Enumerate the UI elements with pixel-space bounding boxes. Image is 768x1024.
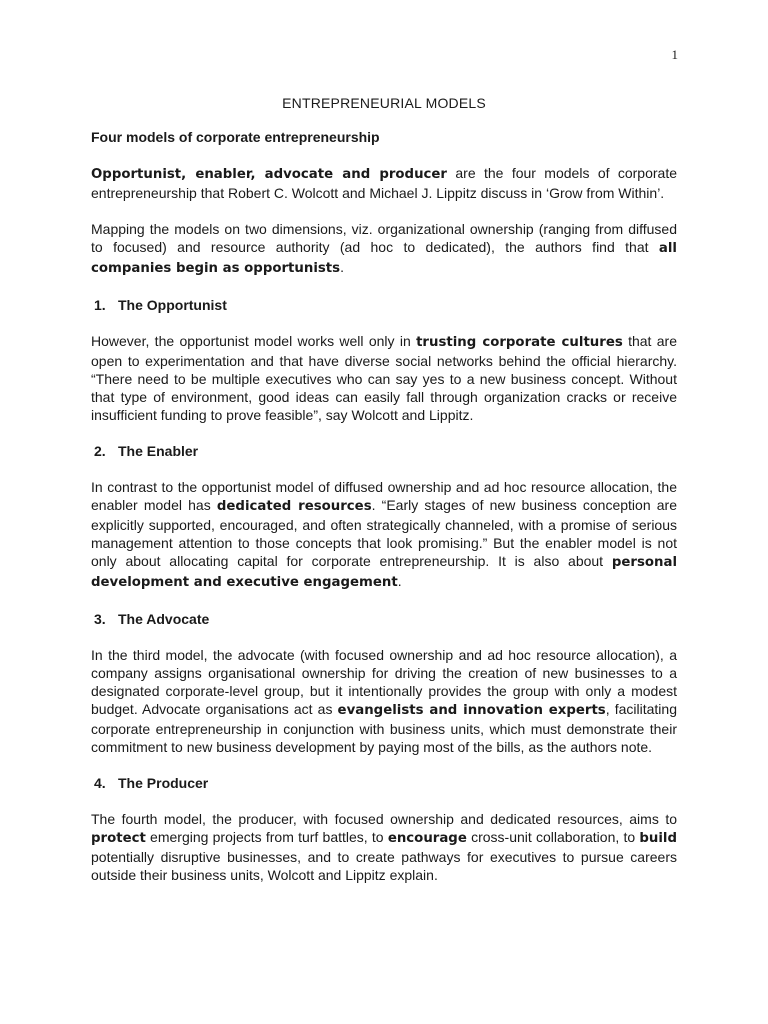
section-title: The Producer	[118, 775, 209, 791]
page-number: 1	[671, 47, 678, 62]
section-text: The fourth model, the producer, with focused ownership and dedicated resources, aims to	[91, 811, 677, 827]
mapping-text-2: .	[340, 259, 344, 275]
section-text: However, the opportunist model works well only in	[91, 333, 417, 349]
section-bold: trusting corporate cultures	[416, 335, 623, 350]
mapping-text-1: Mapping the models on two dimensions, viz. organizational ownership (ranging from diffused to focused) and resource authority (ad hoc to dedicated), the authors find that	[91, 221, 677, 255]
section-paragraph-enabler	[91, 478, 677, 592]
section-bold: build	[639, 831, 678, 846]
section-bold: encourage	[387, 831, 467, 846]
intro-bold: Opportunist, enabler, advocate and producer	[91, 167, 447, 182]
section-bold: evangelists and innovation experts	[337, 703, 606, 718]
mapping-paragraph	[91, 220, 677, 278]
section-title: The Enabler	[118, 443, 199, 459]
section-text: .	[397, 573, 402, 589]
intro-paragraph	[91, 164, 677, 202]
section-number: 2.	[94, 443, 106, 459]
section-title: The Opportunist	[118, 297, 227, 313]
document-subtitle: Four models of corporate entrepreneurship	[91, 129, 380, 145]
section-text: that are open to experimentation and that have diverse social networks behind the official hierarchy. “There need to be multiple executives who can say yes to a new business concept. Without that type of environment, good ideas can easily fall through organization cracks or receive insufficient funding to prove feasible”, say Wolcott and Lippitz.	[91, 333, 678, 423]
section-heading-enabler	[91, 442, 677, 460]
section-title: The Advocate	[118, 611, 210, 627]
document-title: ENTREPRENEURIAL MODELS	[282, 95, 486, 111]
section-bold: dedicated resources	[216, 499, 372, 514]
section-number: 1.	[94, 297, 106, 313]
section-text: , facilitating corporate entrepreneurship in conjunction with business units, which must demonstrate their commitment to new business development by paying most of the bills, as the authors note.	[91, 701, 677, 755]
section-number: 3.	[94, 611, 106, 627]
section-text: potentially disruptive businesses, and to create pathways for executives to pursue careers outside their business units, Wolcott and Lippitz explain.	[91, 849, 677, 883]
section-text: emerging projects from turf battles, to	[145, 829, 388, 845]
intro-text: are the four models of corporate entrepreneurship that Robert C. Wolcott and Michael J. Lippitz discuss in ‘Grow from Within’.	[91, 165, 678, 201]
mapping-bold: all companies begin as opportunists	[91, 241, 677, 276]
section-heading-producer	[91, 774, 677, 792]
section-paragraph-opportunist	[91, 332, 677, 424]
section-text: In contrast to the opportunist model of diffused ownership and ad hoc resource allocation, the enabler model has	[91, 479, 677, 513]
section-paragraph-advocate	[91, 646, 677, 756]
section-bold: protect	[91, 831, 146, 846]
section-heading-advocate	[91, 610, 677, 628]
section-paragraph-producer	[91, 810, 677, 884]
section-text: cross-unit collaboration, to	[466, 829, 640, 845]
section-text: . “Early stages of new business conception are explicitly supported, encouraged, and often strategically channeled, with a promise of serious management attention to those concepts that look promising.” But the enabler model is not only about allocating capital for corporate entrepreneurship. It is also about	[91, 497, 677, 569]
section-heading-opportunist	[91, 296, 677, 314]
section-text: In the third model, the advocate (with focused ownership and ad hoc resource allocation), a company assigns organisational ownership for driving the creation of new businesses to a designated corporate-level group, but it intentionally provides the group with only a modest budget. Advocate organisations act as	[91, 647, 677, 717]
section-number: 4.	[94, 775, 106, 791]
document-body	[91, 94, 677, 902]
section-bold: personal development and executive engagement	[91, 555, 677, 590]
